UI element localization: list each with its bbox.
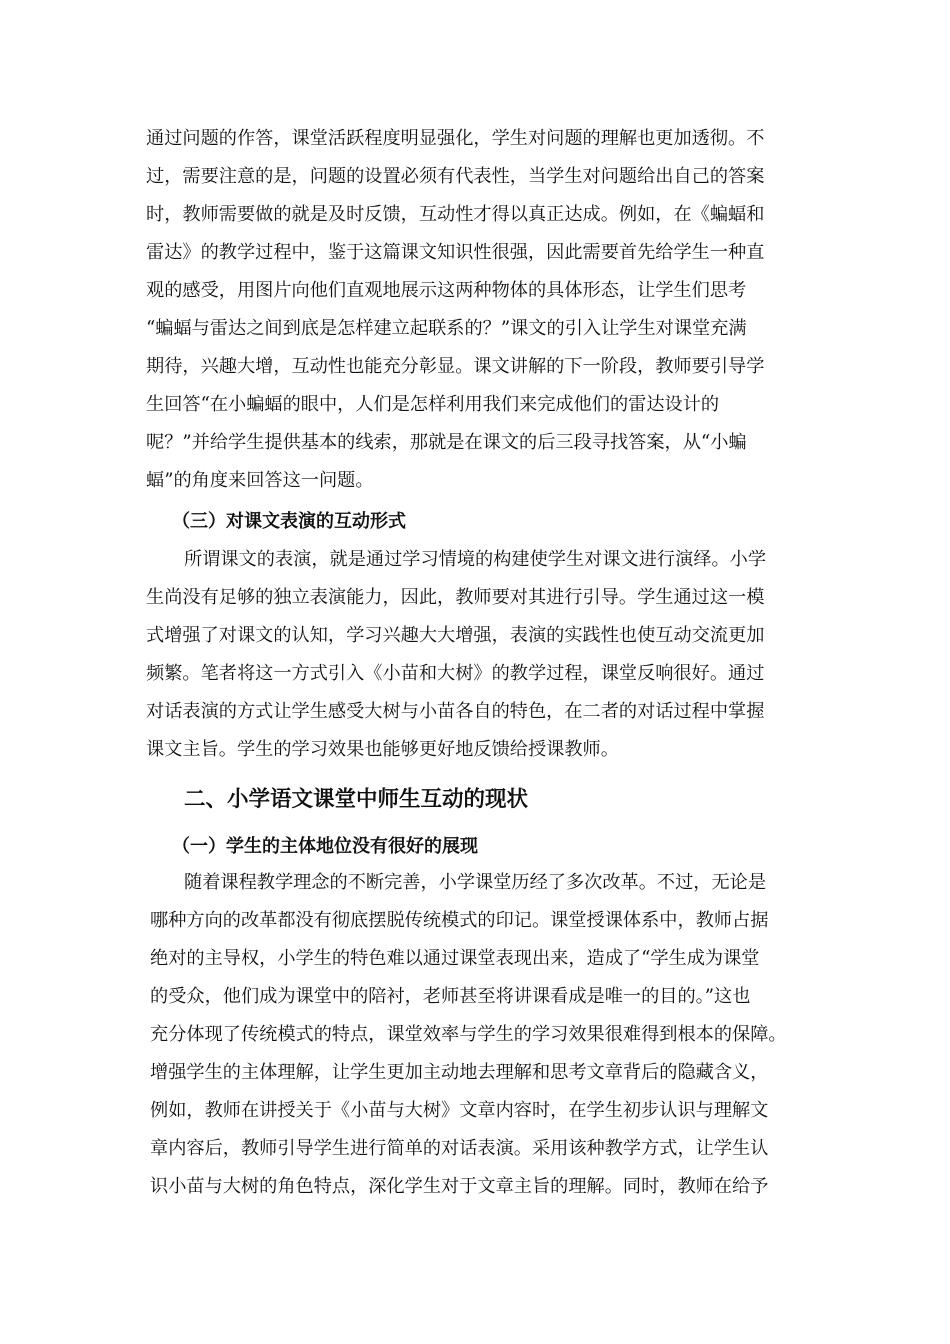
section-heading-1: （一）学生的主体地位没有很好的展现 xyxy=(172,836,478,857)
paragraph-line: 式增强了对课文的认知，学习兴趣大大增强，表演的实践性也使互动交流更加 xyxy=(146,625,765,646)
paragraph-line: 雷达》的教学过程中，鉴于这篇课文知识性很强，因此需要首先给学生一种直 xyxy=(146,242,765,263)
paragraph-line: 过，需要注意的是，问题的设置必须有代表性，当学生对问题给出自己的答案 xyxy=(146,166,765,187)
paragraph-line: 充分体现了传统模式的特点，课堂效率与学生的学习效果很难得到根本的保障。 xyxy=(150,1024,787,1045)
paragraph-line: 所谓课文的表演，就是通过学习情境的构建使学生对课文进行演绎。小学 xyxy=(184,549,767,570)
paragraph-line: 随着课程教学理念的不断完善，小学课堂历经了多次改革。不过，无论是 xyxy=(184,872,767,893)
paragraph-line: 章内容后，教师引导学生进行简单的对话表演。采用该种教学方式，让学生认 xyxy=(150,1138,769,1159)
paragraph-line: 的受众，他们成为课堂中的陪衬，老师甚至将讲课看成是唯一的目的。”这也 xyxy=(150,986,751,1007)
paragraph-line: 蝠”的角度来回答这一问题。 xyxy=(146,470,374,491)
paragraph-line: 课文主旨。学生的学习效果也能够更好地反馈给授课教师。 xyxy=(146,739,619,760)
paragraph-line: 时，教师需要做的就是及时反馈，互动性才得以真正达成。例如，在《蝙蝠和 xyxy=(146,204,765,225)
paragraph-line: 识小苗与大树的角色特点，深化学生对于文章主旨的理解。同时，教师在给予 xyxy=(150,1176,769,1197)
paragraph-line: 绝对的主导权，小学生的特色难以通过课堂表现出来，造成了“学生成为课堂 xyxy=(150,948,760,969)
paragraph-line: 例如，教师在讲授关于《小苗与大树》文章内容时，在学生初步认识与理解文 xyxy=(150,1100,769,1121)
section-heading-3: （三）对课文表演的互动形式 xyxy=(172,511,406,532)
paragraph-line: 呢？”并给学生提供基本的线索，那就是在课文的后三段寻找答案，从“小蝙 xyxy=(146,432,747,453)
paragraph-line: 哪种方向的改革都没有彻底摆脱传统模式的印记。课堂授课体系中，教师占据 xyxy=(150,910,769,931)
chapter-heading: 二、小学语文课堂中师生互动的现状 xyxy=(184,787,529,812)
paragraph-line: 通过问题的作答，课堂活跃程度明显强化，学生对问题的理解也更加透彻。不 xyxy=(146,128,765,149)
paragraph-line: 期待，兴趣大增，互动性也能充分彰显。课文讲解的下一阶段，教师要引导学 xyxy=(146,356,765,377)
paragraph-line: “蝙蝠与雷达之间到底是怎样建立起联系的？”课文的引入让学生对课堂充满 xyxy=(146,318,747,339)
paragraph-line: 生尚没有足够的独立表演能力，因此，教师要对其进行引导。学生通过这一模 xyxy=(146,587,765,608)
paragraph-line: 观的感受，用图片向他们直观地展示这两种物体的具体形态，让学生们思考 xyxy=(146,280,747,301)
paragraph-line: 生回答“在小蝙蝠的眼中，人们是怎样利用我们来完成他们的雷达设计的 xyxy=(146,394,720,415)
paragraph-line: 频繁。笔者将这一方式引入《小苗和大树》的教学过程，课堂反响很好。通过 xyxy=(146,663,765,684)
paragraph-line: 增强学生的主体理解，让学生更加主动地去理解和思考文章背后的隐藏含义， xyxy=(150,1062,769,1083)
paragraph-line: 对话表演的方式让学生感受大树与小苗各自的特色，在二者的对话过程中掌握 xyxy=(146,701,765,722)
